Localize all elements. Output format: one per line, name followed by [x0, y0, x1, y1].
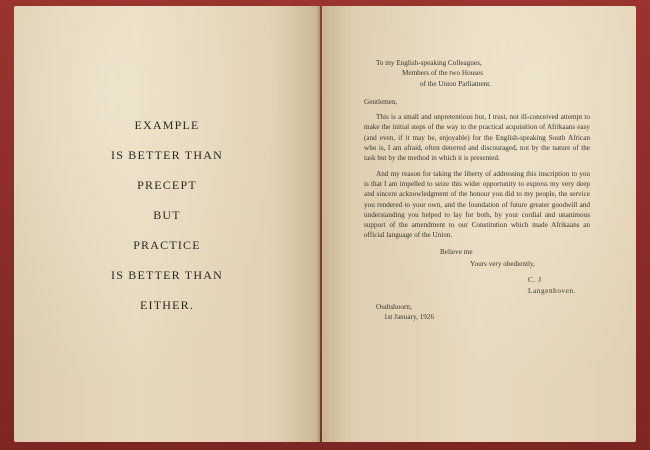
dedication-letter	[364, 58, 590, 323]
right-page	[322, 6, 636, 442]
motto-line: PRACTICE	[133, 238, 201, 252]
address-line: Members of the two Houses	[402, 69, 484, 78]
letter-paragraph: This is a small and unpretentious but, I trust, not ill-conceived attempt to make the initial steps of the way to the practical acquisition of Afrikaans easy (and even, if it may be, enjoyable) for the English-speaking South African who is, I am afraid, often deterred and discouraged, not by the nature of the task but by the method in which it is presented.	[364, 113, 590, 163]
address-block	[364, 58, 590, 89]
address-line: of the Union Parliament.	[420, 79, 492, 88]
left-page	[14, 6, 320, 442]
motto-line: EXAMPLE	[134, 118, 200, 132]
closing-line: Yours very obediently,	[470, 260, 535, 269]
motto-line: BUT	[153, 208, 181, 222]
motto	[14, 110, 320, 320]
place: Oudtshoorn,	[376, 302, 412, 311]
motto-line: IS BETTER THAN	[111, 148, 223, 162]
motto-line: IS BETTER THAN	[111, 268, 223, 282]
motto-line: EITHER.	[139, 298, 195, 312]
motto-line: PRECEPT	[137, 178, 197, 192]
signature: C. J Langenhoven.	[528, 276, 577, 295]
closing-line: Believe me	[440, 247, 473, 256]
address-line: To my English-speaking Colleagues,	[376, 59, 482, 67]
salutation: Gentlemen,	[364, 97, 398, 106]
letter-paragraph: And my reason for taking the liberty of addressing this inscription to you is that I am impelled to seize this wider opportunity to express my very deep and sincere acknowledgment of the honour you did to my people, the service you rendered to your own, and the foundation of future greater goodwill and understanding you helped to lay for both, by your cordial and unanimous support of the amendment to our Constitution which made Afrikaans an official language of the Union.	[364, 169, 590, 240]
date: 1st January, 1926	[384, 313, 435, 322]
